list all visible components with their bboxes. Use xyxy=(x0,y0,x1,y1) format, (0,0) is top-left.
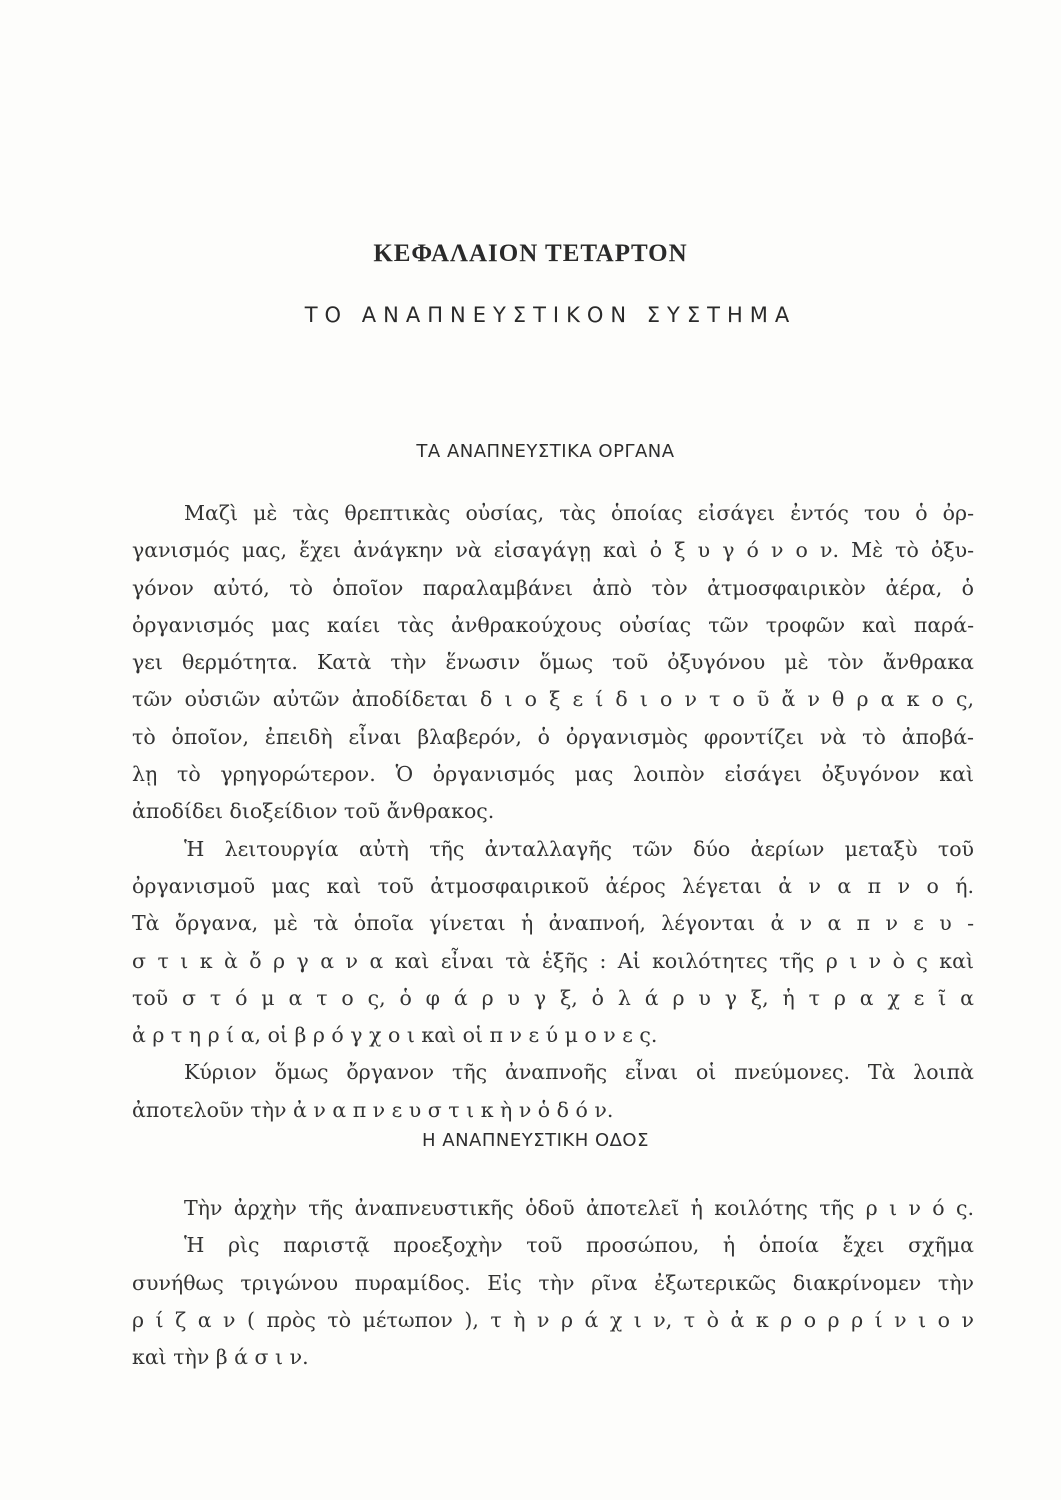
text-line: συνήθως τριγώνου πυραμίδος. Εἰς τὴν ρῖνα ἐξωτερικῶς διακρίνομεν τὴν xyxy=(132,1270,974,1295)
text-line: καὶ τὴν β ά σ ι ν. xyxy=(132,1345,309,1370)
text-line: λῃ τὸ γρηγορώτερον. Ὁ ὀργανισμός μας λοιπὸν εἰσάγει ὀξυγόνον καὶ xyxy=(132,762,974,787)
chapter-title: ΚΕΦΑΛΑΙΟΝ ΤΕΤΑΡΤΟΝ xyxy=(373,240,688,267)
text-line: Ἡ λειτουργία αὐτὴ τῆς ἀνταλλαγῆς τῶν δύο ἀερίων μεταξὺ τοῦ xyxy=(184,836,974,861)
text-line: Τὰ ὄργανα, μὲ τὰ ὁποῖα γίνεται ἡ ἀναπνοή, λέγονται ἀ ν α π ν ε υ - xyxy=(132,911,974,936)
text-line: γει θερμότητα. Κατὰ τὴν ἕνωσιν ὅμως τοῦ ὀξυγόνου μὲ τὸν ἄνθρακα xyxy=(132,650,974,675)
text-line: Κύριον ὅμως ὄργανον τῆς ἀναπνοῆς εἶναι οἱ πνεύμονες. Τὰ λοιπὰ xyxy=(184,1060,974,1085)
text-line: σ τ ι κ ὰ ὄ ρ γ α ν α καὶ εἶναι τὰ ἑξῆς : Αἱ κοιλότητες τῆς ρ ι ν ὸ ς καὶ xyxy=(132,948,974,973)
text-line: γόνον αὐτό, τὸ ὁποῖον παραλαμβάνει ἀπὸ τὸν ἀτμοσφαιρικὸν ἀέρα, ὁ xyxy=(132,575,974,600)
text-line: γανισμός μας, ἔχει ἀνάγκην νὰ εἰσαγάγῃ καὶ ὀ ξ υ γ ό ν ο ν. Μὲ τὸ ὀξυ- xyxy=(132,538,974,563)
text-line: τῶν οὐσιῶν αὐτῶν ἀποδίδεται δ ι ο ξ ε ί δ ι ο ν τ ο ῦ ἄ ν θ ρ α κ ο ς, xyxy=(132,687,974,712)
text-line: ἀ ρ τ η ρ ί α, οἱ β ρ ό γ χ ο ι καὶ οἱ π ν ε ύ μ ο ν ε ς. xyxy=(132,1023,658,1048)
text-line: Ἡ ρὶς παριστᾷ προεξοχὴν τοῦ προσώπου, ἡ ὁποία ἔχει σχῆμα xyxy=(184,1233,974,1258)
text-line: τὸ ὁποῖον, ἐπειδὴ εἶναι βλαβερόν, ὁ ὀργανισμὸς φροντίζει νὰ τὸ ἀποβά- xyxy=(132,724,974,749)
text-line: Μαζὶ μὲ τὰς θρεπτικὰς οὐσίας, τὰς ὁποίας εἰσάγει ἐντός του ὁ ὀρ- xyxy=(184,501,974,525)
text-line: ὀργανισμός μας καίει τὰς ἀνθρακούχους οὐσίας τῶν τροφῶν καὶ παρά- xyxy=(132,612,974,637)
chapter-subtitle: ΤΟ ΑΝΑΠΝΕΥΣΤΙΚΟΝ ΣΥΣΤΗΜΑ xyxy=(304,303,797,327)
section-heading-organs: ΤΑ ΑΝΑΠΝΕΥΣΤΙΚΑ ΟΡΓΑΝΑ xyxy=(416,441,675,462)
text-line: τοῦ σ τ ό μ α τ ο ς, ὁ φ ά ρ υ γ ξ, ὁ λ ά ρ υ γ ξ, ἡ τ ρ α χ ε ῖ α xyxy=(132,985,974,1010)
text-line: ὀργανισμοῦ μας καὶ τοῦ ἀτμοσφαιρικοῦ ἀέρος λέγεται ἀ ν α π ν ο ή. xyxy=(132,873,974,898)
text-line: Τὴν ἀρχὴν τῆς ἀναπνευστικῆς ὁδοῦ ἀποτελεῖ ἡ κοιλότης τῆς ρ ι ν ό ς. xyxy=(184,1196,974,1220)
text-line: ἀποτελοῦν τὴν ἀ ν α π ν ε υ σ τ ι κ ὴ ν ὁ δ ό ν. xyxy=(132,1097,614,1122)
text-line: ἀποδίδει διοξείδιον τοῦ ἄνθρακος. xyxy=(132,799,495,824)
section-heading-airway: Η ΑΝΑΠΝΕΥΣΤΙΚΗ ΟΔΟΣ xyxy=(422,1130,649,1151)
text-line: ρ ί ζ α ν ( πρὸς τὸ μέτωπον ), τ ὴ ν ρ ά χ ι ν, τ ὸ ἀ κ ρ ο ρ ρ ί ν ι ο ν xyxy=(132,1307,974,1332)
section-body-airway xyxy=(132,1190,974,1376)
section-body-organs xyxy=(132,495,974,1129)
